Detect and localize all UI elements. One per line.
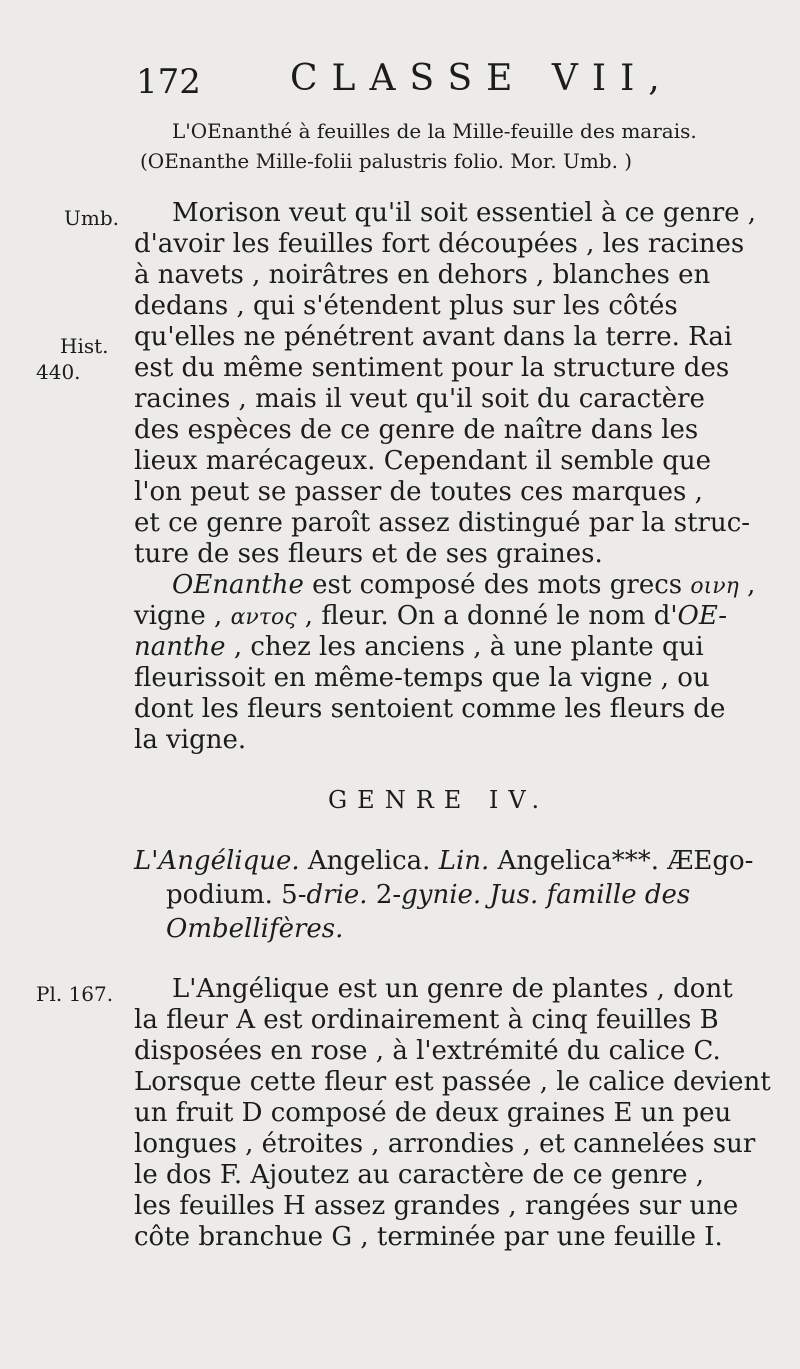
para3-line-1: L'Angélique est un genre de plantes , dont: [172, 974, 733, 1004]
para2-line-5: dont les fleurs sentoient comme les fleurs de: [134, 694, 726, 724]
para1-line-4: dedans , qui s'étendent plus sur les côtés: [134, 291, 678, 321]
genre-def-text: Angelica***. ÆEgo-: [489, 846, 754, 876]
oenanthe-italic: OEnanthe: [172, 570, 304, 600]
para3-line-4: Lorsque cette fleur est passée , le calice devient: [134, 1067, 771, 1097]
para1-line-5: qu'elles ne pénétrent avant dans la terre. Rai: [134, 322, 733, 352]
para1-line-6: est du même sentiment pour la structure des: [134, 353, 730, 383]
para2-text: ,: [738, 570, 756, 600]
margin-note-umb: Umb.: [64, 206, 119, 230]
para2-text: est composé des mots grecs: [303, 570, 691, 600]
genre-def-text: podium. 5-: [166, 880, 307, 910]
para1-line-8: des espèces de ce genre de naître dans les: [134, 415, 699, 445]
para2-text: , chez les anciens , à une plante qui: [225, 632, 704, 662]
para2-line-2: [134, 601, 727, 633]
genre-def-text: 2-: [367, 880, 402, 910]
para3-line-7: le dos F. Ajoutez au caractère de ce genre ,: [134, 1160, 705, 1190]
para2-line-1: [172, 570, 755, 602]
para1-line-1: Morison veut qu'il soit essentiel à ce genre ,: [172, 198, 757, 228]
margin-note-hist-number: 440.: [36, 360, 81, 384]
oenanthe-italic: nanthe: [134, 632, 226, 662]
para1-line-2: d'avoir les feuilles fort découpées , les racines: [134, 229, 745, 259]
genre-def-line-3: Ombellifères.: [166, 914, 344, 944]
para2-line-4: fleurissoit en même-temps que la vigne , ou: [134, 663, 710, 693]
para1-line-7: racines , mais il veut qu'il soit du caractère: [134, 384, 705, 414]
para2-text: vigne ,: [134, 601, 231, 631]
genre-def-text: Angelica.: [299, 846, 439, 876]
margin-note-hist: Hist.: [60, 334, 109, 358]
genus-name-italic: L'Angélique.: [134, 846, 300, 876]
para3-line-2: la fleur A est ordinairement à cinq feuilles B: [134, 1005, 719, 1035]
genre-heading: GENRE IV.: [328, 786, 550, 814]
oenanthe-italic: OE-: [677, 601, 728, 631]
para3-line-8: les feuilles H assez grandes , rangées sur une: [134, 1191, 739, 1221]
para1-line-12: ture de ses fleurs et de ses graines.: [134, 539, 603, 569]
genre-def-line-2: [166, 880, 690, 910]
para2-line-3: [134, 632, 704, 662]
para2-text: , fleur. On a donné le nom d': [296, 601, 678, 631]
para3-line-5: un fruit D composé de deux graines E un peu: [134, 1098, 732, 1128]
genre-def-italic: drie.: [306, 880, 368, 910]
genre-def-line-1: [134, 846, 753, 876]
para3-line-6: longues , étroites , arrondies , et cannelées sur: [134, 1129, 756, 1159]
para1-line-9: lieux marécageux. Cependant il semble que: [134, 446, 712, 476]
author-italic: Lin.: [438, 846, 490, 876]
intro-line-1: L'OEnanthé à feuilles de la Mille-feuille des marais.: [172, 119, 697, 143]
margin-note-plate: Pl. 167.: [36, 982, 114, 1006]
genre-def-italic: gynie. Jus. famille des: [401, 880, 691, 910]
para1-line-11: et ce genre paroît assez distingué par la struc-: [134, 508, 751, 538]
intro-line-2: (OEnanthe Mille-folii palustris folio. Mor. Umb. ): [140, 149, 633, 173]
greek-word: οινη: [690, 574, 739, 599]
greek-word: αντος: [230, 605, 297, 630]
para3-line-3: disposées en rose , à l'extrémité du calice C.: [134, 1036, 721, 1066]
page-title: CLASSE VII,: [290, 58, 674, 99]
para1-line-3: à navets , noirâtres en dehors , blanches en: [134, 260, 711, 290]
para3-line-9: côte branchue G , terminée par une feuille I.: [134, 1222, 723, 1252]
para2-line-6: la vigne.: [134, 725, 247, 755]
para1-line-10: l'on peut se passer de toutes ces marques ,: [134, 477, 703, 507]
page-number: 172: [136, 62, 201, 102]
